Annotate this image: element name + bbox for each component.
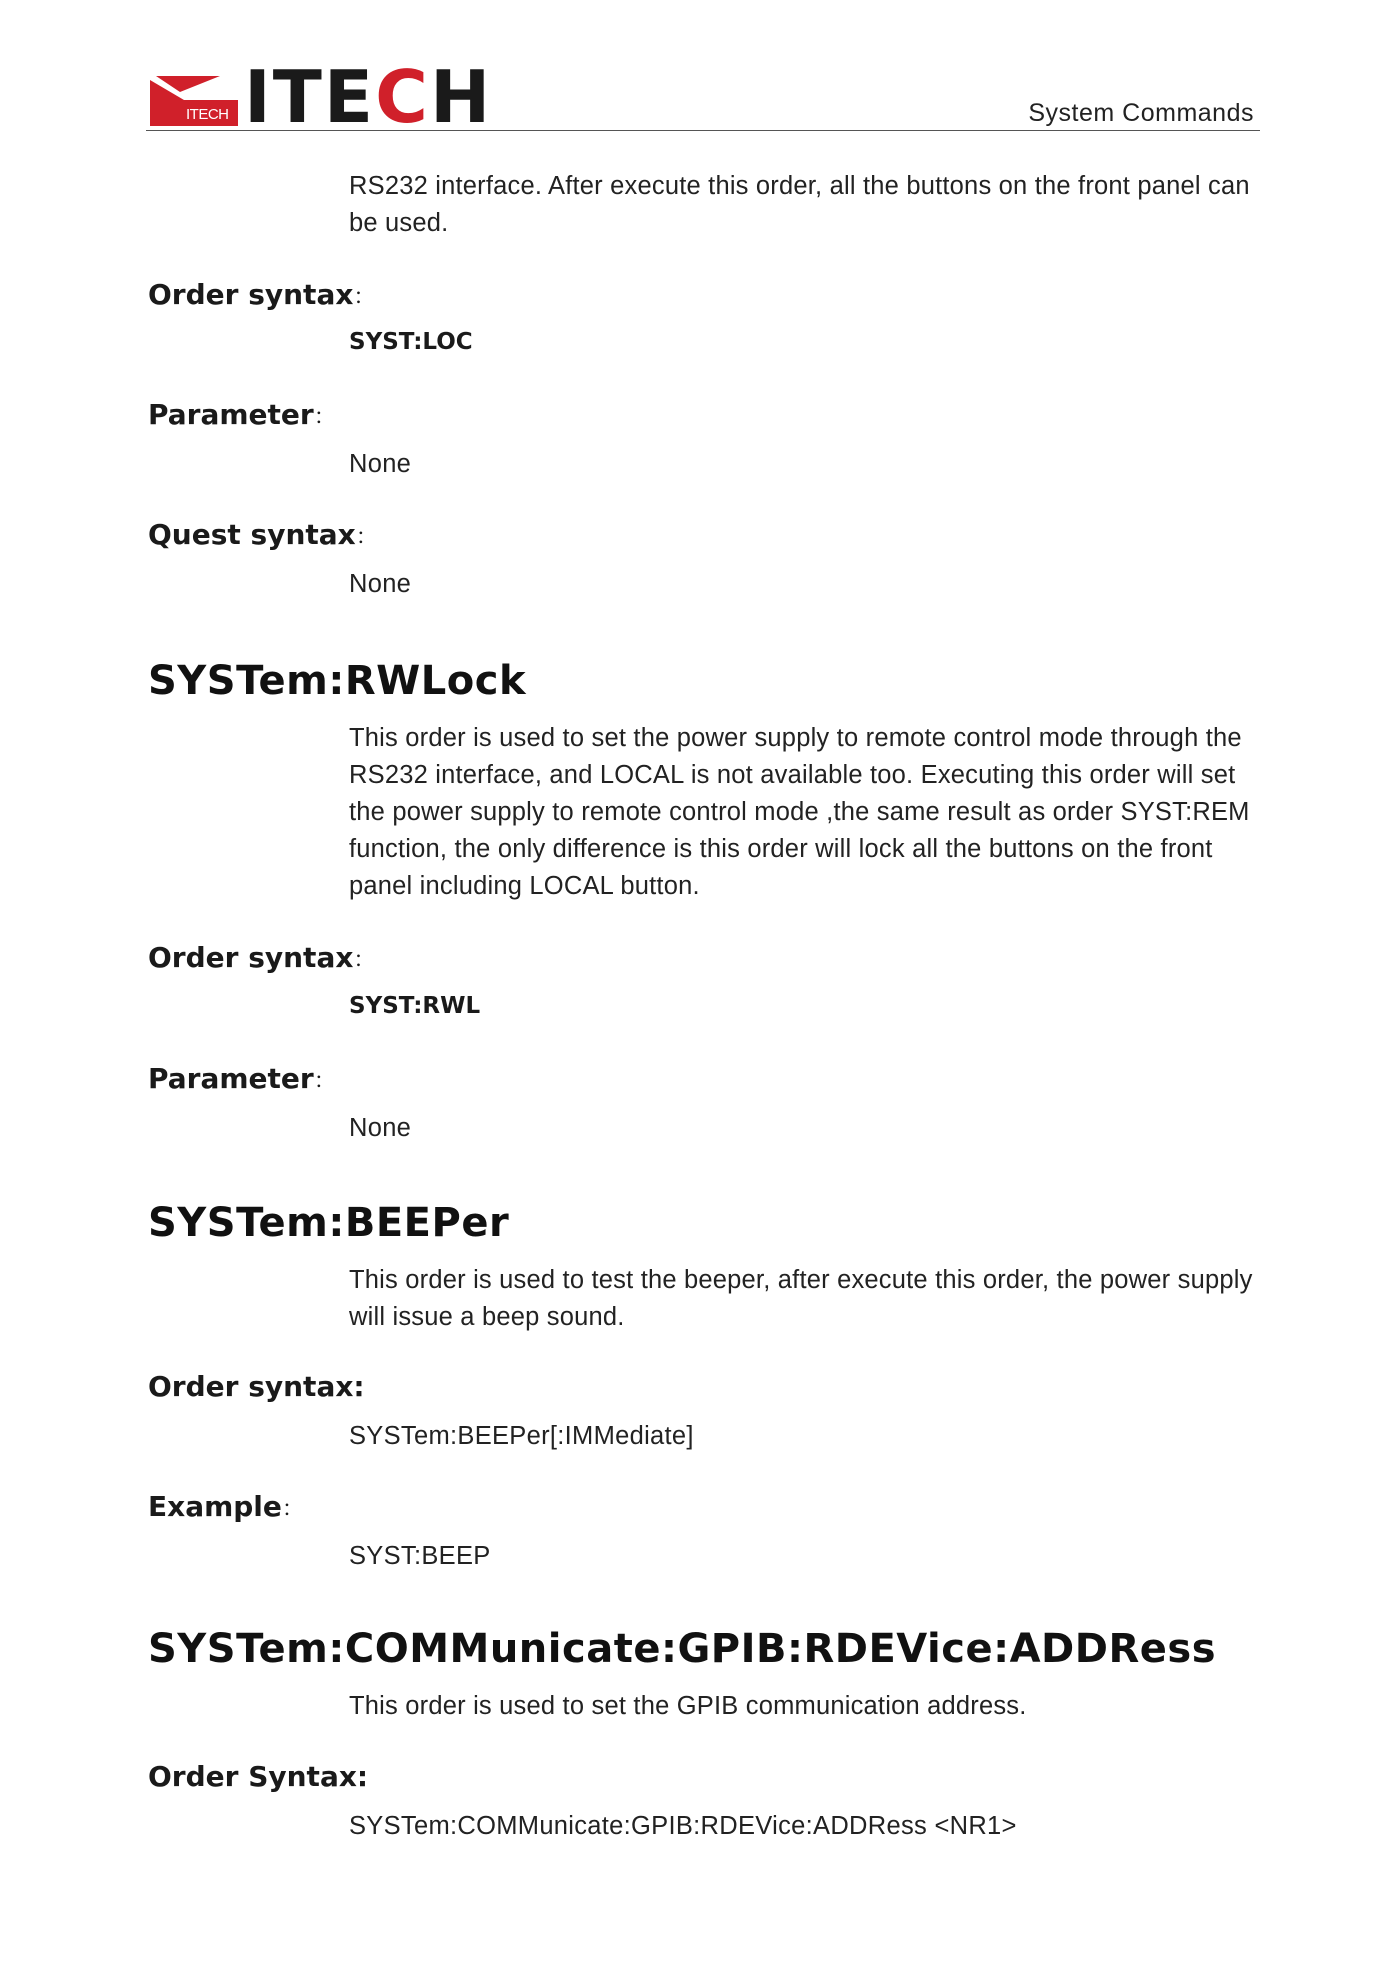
intro-paragraph: RS232 interface. After execute this order, all the buttons on the front panel can be used.	[349, 172, 1250, 237]
rwlock-order-syntax-label: Order syntax：	[148, 941, 376, 974]
gpib-order-syntax-label: Order Syntax:	[148, 1760, 369, 1793]
parameter-value: None	[349, 450, 412, 478]
beeper-example-value: SYST:BEEP	[349, 1542, 491, 1570]
gpib-description: This order is used to set the GPIB communication address.	[349, 1692, 1027, 1720]
order-syntax-label: Order syntax：	[148, 278, 376, 311]
beeper-example-label: Example：	[148, 1490, 304, 1523]
quest-syntax-label: Quest syntax：	[148, 518, 378, 551]
rwlock-heading: SYSTem:RWLock	[148, 658, 527, 704]
beeper-order-syntax-value: SYSTem:BEEPer[:IMMediate]	[349, 1422, 694, 1450]
beeper-heading: SYSTem:BEEPer	[148, 1200, 510, 1246]
rwlock-description: This order is used to set the power supply to remote control mode through the RS232 interface, and LOCAL is not available too. Executing this order will set the power supply to remote control mode ,the same result as order SYST:REM function, the only difference is this order will lock all the buttons on the front panel including LOCAL button.	[349, 724, 1250, 900]
beeper-description: This order is used to test the beeper, after execute this order, the power supply will issue a beep sound.	[349, 1266, 1253, 1331]
gpib-order-syntax-value: SYSTem:COMMunicate:GPIB:RDEVice:ADDRess <NR1>	[349, 1812, 1017, 1840]
itech-logo	[150, 55, 493, 139]
order-syntax-value: SYST:LOC	[349, 329, 473, 355]
logo-mark-icon	[150, 70, 238, 126]
rwlock-order-syntax-value: SYST:RWL	[349, 993, 481, 1019]
rwlock-parameter-label: Parameter：	[148, 1062, 336, 1095]
gpib-heading: SYSTem:COMMunicate:GPIB:RDEVice:ADDRess	[148, 1626, 1216, 1672]
quest-syntax-value: None	[349, 570, 412, 598]
section-title: System Commands	[1028, 99, 1254, 127]
logo-mark-text: ITECH	[186, 106, 229, 123]
page-header	[146, 55, 1260, 139]
parameter-label: Parameter：	[148, 398, 336, 431]
beeper-order-syntax-label: Order syntax:	[148, 1370, 365, 1403]
rwlock-parameter-value: None	[349, 1114, 412, 1142]
logo-wordmark: ITECH	[244, 55, 493, 139]
